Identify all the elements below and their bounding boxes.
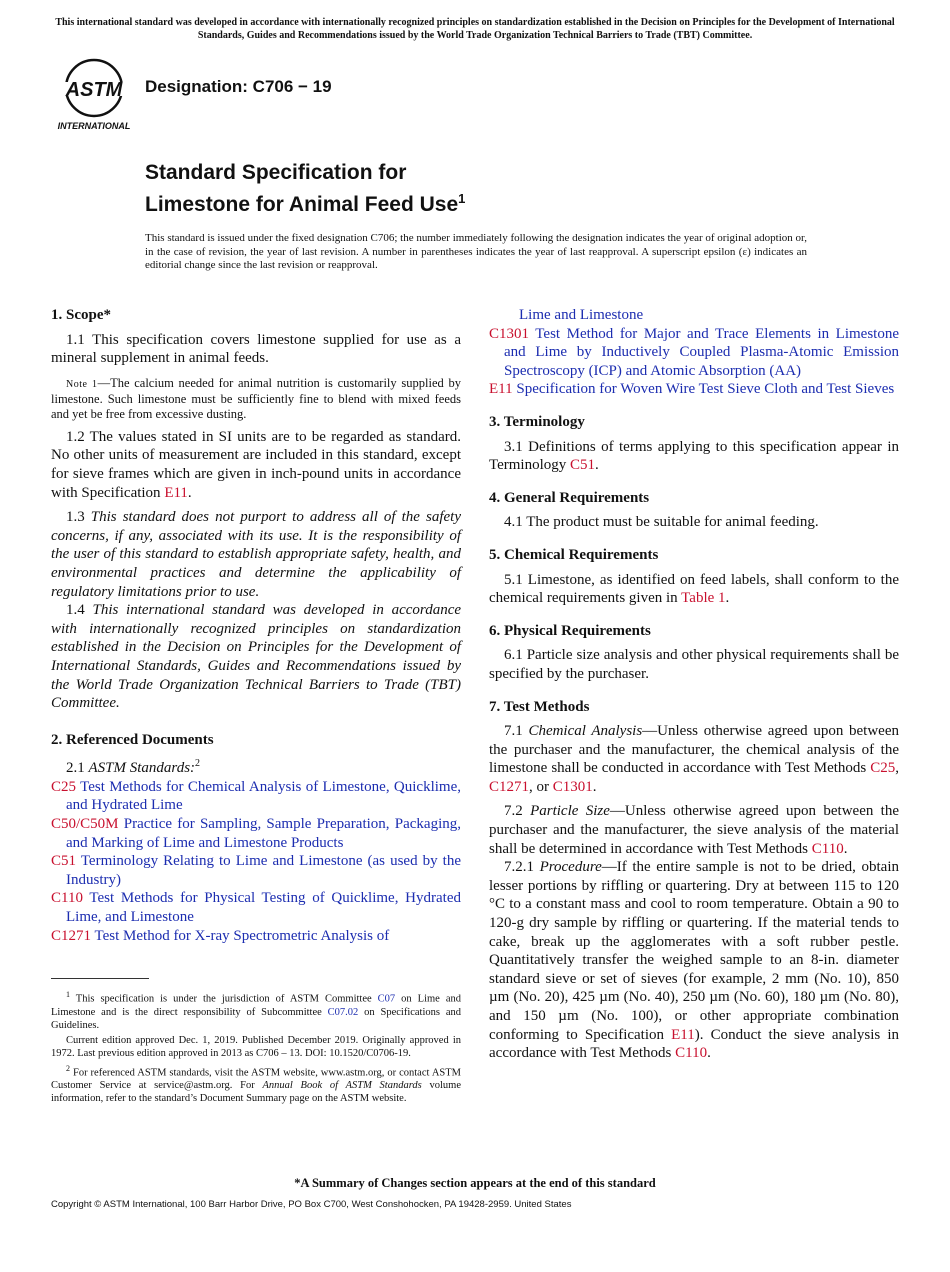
para-3-1: [489, 438, 899, 475]
para-7-2-1-text: —If the entire sample is not to be dried, obtain lesser portions by riffling or quartering. Dry at between 115 to 120 °C to a constant mass and cool to room temperature. Obtain a 90 to 120-g dry sample by riffling or quartering. If the material tends to cake, break up the agglomerates with a soft rubber pestle. Quantitatively transfer the weighed sample to an 8-in. diameter standard sieve or set of sieves (for example, 2 mm (No. 10), 850 µm (No. 20), 425 µm (No. 40), 250 µm (No. 60), 180 µm (No. 80), and 150 µm (No. 100), or other appropriate combination conforming to Specification: [489, 859, 899, 1043]
footnote-2-text-b: volume information, refer to the standard’s Document Summary page on the ASTM website.: [51, 1080, 461, 1104]
para-7-1-end: .: [592, 778, 597, 795]
note-1-label: Note 1: [66, 378, 98, 390]
para-1-1: 1.1 This specification covers limestone supplied for use as a mineral supplement in animal feeds.: [51, 331, 461, 367]
para-7-1-label: Chemical Analysis: [528, 723, 643, 740]
title-line-1: Standard Specification for: [145, 161, 407, 184]
para-1-2-text: 1.2 The values stated in SI units are to be regarded as standard. No other units of measurement are included in this standard, except for sieve frames which are given in inch-pound units in accordance with Specification: [51, 428, 461, 501]
logo-text: ASTM: [65, 79, 123, 101]
note-1: [51, 376, 461, 422]
ref-item[interactable]: [51, 852, 461, 889]
ref-item[interactable]: [51, 889, 461, 926]
para-3-1-text: 3.1 Definitions of terms applying to this specification appear in Terminology: [489, 438, 899, 474]
ref-code[interactable]: C50/C50M: [51, 816, 119, 833]
left-column: [51, 306, 461, 945]
para-5-1: [489, 571, 899, 608]
para-7-2-end: .: [843, 840, 848, 857]
footnote-1-mark: 1: [66, 990, 70, 999]
ref-title[interactable]: Specification for Woven Wire Test Sieve Cloth and Test Sieves: [516, 381, 895, 398]
link-c1301[interactable]: C1301: [552, 778, 593, 795]
astm-logo: [54, 56, 134, 132]
link-c51[interactable]: C51: [570, 457, 596, 474]
para-4-1: 4.1 The product must be suitable for animal feeding.: [504, 514, 819, 531]
scope-heading: 1. Scope*: [51, 307, 111, 323]
copyright: Copyright © ASTM International, 100 Barr Harbor Drive, PO Box C700, West Conshohocken, PA 19428-2959. United States: [51, 1199, 572, 1210]
footnote-2: [51, 1062, 461, 1106]
test-methods-heading: 7. Test Methods: [489, 698, 590, 715]
para-7-2-text: —Unless otherwise agreed upon between the purchaser and the manufacturer, the sieve analysis of the material shall be determined in accordance with Test Methods: [489, 803, 900, 857]
para-5-1-text: 5.1 Limestone, as identified on feed labels, shall conform to the chemical requirements given in: [489, 571, 899, 607]
para-6-1: 6.1 Particle size analysis and other physical requirements shall be specified by the purchaser.: [489, 647, 899, 682]
para-1-2: [51, 428, 461, 502]
para-1-3: [51, 508, 461, 601]
footnote-2-mark: 2: [66, 1063, 70, 1073]
footnote-1-text-a: This specification is under the jurisdiction of ASTM Committee: [70, 993, 378, 1005]
para-7-2-1-label: Procedure: [539, 859, 602, 876]
note-1-text: —The calcium needed for animal nutrition is customarily supplied by limestone. Such limestone must be sufficiently fine to blend with mixed feeds and yet be free from excessive dusting.: [51, 375, 461, 421]
designation: Designation: C706 − 19: [145, 77, 332, 96]
link-c110[interactable]: C110: [675, 1045, 708, 1062]
para-7-2-num: 7.2: [504, 803, 531, 820]
ref-title[interactable]: Practice for Sampling, Sample Preparation, Packaging, and Marking of Lime and Limestone Products: [66, 816, 461, 851]
general-heading: 4. General Requirements: [489, 489, 650, 506]
issued-note: This standard is issued under the fixed designation C706; the number immediately following the designation indicates the year of original adoption or, in the case of revision, the year of last revision. A number in parentheses indicates the year of last reapproval. A superscript epsilon (ε) indicates an editorial change since the last revision or reapproval.: [145, 232, 807, 271]
link-c1271[interactable]: C1271: [489, 778, 530, 795]
link-e11[interactable]: E11: [164, 484, 188, 501]
ref-item[interactable]: [489, 325, 899, 381]
title-line-2: Limestone for Animal Feed Use: [145, 193, 459, 216]
para-7-1: [489, 722, 899, 796]
footnote-1-text-c: on Specifications and Guidelines.: [51, 1006, 461, 1031]
para-7-2-1: [489, 858, 899, 1063]
title-footnote-mark: 1: [458, 191, 466, 206]
link-c25[interactable]: C25: [870, 760, 896, 777]
ref-code[interactable]: C51: [51, 853, 77, 870]
ref-title-continued[interactable]: Lime and Limestone: [519, 307, 644, 323]
ref-item[interactable]: [51, 815, 461, 852]
document-title: [145, 160, 465, 218]
link-c110[interactable]: C110: [811, 840, 844, 857]
ref-item[interactable]: [489, 380, 899, 399]
para-7-2-1-text-b: ). Conduct the sieve analysis in accordance with Test Methods: [489, 1026, 899, 1062]
para-7-1-num: 7.1: [504, 723, 529, 740]
ref-title-part-1[interactable]: Test Method for X-ray Spectrometric Analysis of: [94, 927, 390, 944]
ref-code[interactable]: C110: [51, 890, 83, 907]
right-column: [489, 306, 899, 1063]
footnote-rule: [51, 978, 149, 979]
ref-title[interactable]: Terminology Relating to Lime and Limestone (as used by the Industry): [66, 853, 462, 888]
para-2-1: [51, 755, 461, 778]
link-e11[interactable]: E11: [671, 1026, 695, 1043]
terminology-heading: 3. Terminology: [489, 413, 585, 430]
para-2-1-num: 2.1: [66, 760, 89, 777]
para-3-1-end: .: [595, 457, 599, 474]
para-2-1-sup: 2: [195, 758, 201, 770]
ref-title[interactable]: Test Methods for Chemical Analysis of Limestone, Quicklime, and Hydrated Lime: [66, 778, 461, 814]
para-1-3-text: This standard does not purport to address all of the safety concerns, if any, associated with its use. It is the responsibility of the user of this standard to establish appropriate safety, health, and environmental practices and determine the applicability of regulatory limitations prior to use.: [51, 509, 461, 600]
chemical-heading: 5. Chemical Requirements: [489, 546, 659, 563]
top-notice: This international standard was developed in accordance with internationally recognized principles on standardization established in the Decision on Principles for the Development of International Standards, Guides and Recommendations issued by the World Trade Organization Technical Barriers to Trade (TBT) Committee.: [55, 17, 895, 41]
ref-code[interactable]: C1301: [489, 325, 530, 342]
summary-of-changes-note: *A Summary of Changes section appears at the end of this standard: [294, 1176, 656, 1190]
sep: ,: [895, 760, 899, 777]
ref-item[interactable]: [51, 778, 461, 815]
para-1-4: [51, 601, 461, 713]
para-7-1-text: —Unless otherwise agreed upon between the purchaser and the manufacturer, the chemical analysis of the limestone shall be conducted in accordance with Test Methods: [489, 723, 900, 777]
link-c07[interactable]: C07: [377, 993, 396, 1005]
footnote-2-text-a: For referenced ASTM standards, visit the ASTM website, www.astm.org, or contact ASTM Customer Service at service@astm.org. For: [51, 1067, 461, 1091]
footnote-2-italic: Annual Book of ASTM Standards: [262, 1080, 422, 1091]
para-1-4-text: This international standard was developed in accordance with internationally recognized principles on standardization established in the Decision on Principles for the Development of International Standards, Guides and Recommendations issued by the World Trade Organization Technical Barriers to Trade (TBT) Committee.: [51, 602, 462, 712]
para-1-2-end: .: [187, 484, 192, 501]
ref-title[interactable]: Test Methods for Physical Testing of Quicklime, Hydrated Lime, and Limestone: [66, 890, 461, 926]
para-1-3-num: 1.3: [66, 509, 91, 526]
para-7-2-1-end: .: [707, 1045, 711, 1062]
ref-title[interactable]: Test Method for Major and Trace Elements in Limestone and Lime by Inductively Coupled Plasma-Atomic Emission Spectroscopy (ICP) and Atomic Absorption (AA): [504, 325, 899, 379]
para-7-2-1-num: 7.2.1: [504, 859, 540, 876]
para-2-1-label: ASTM Standards:: [88, 760, 196, 777]
sep: , or: [529, 778, 553, 795]
footnote-1-text-b: on Lime and Limestone and is the direct responsibility of Subcommittee: [51, 993, 461, 1018]
footnote-1: [51, 988, 461, 1032]
logo-subtext: INTERNATIONAL: [57, 121, 131, 131]
ref-code[interactable]: E11: [489, 381, 513, 398]
para-7-2-label: Particle Size: [530, 803, 610, 820]
link-c07-02[interactable]: C07.02: [327, 1006, 359, 1018]
footnotes: [51, 988, 461, 1107]
physical-heading: 6. Physical Requirements: [489, 622, 651, 639]
para-1-4-num: 1.4: [66, 602, 93, 619]
footnote-edition: Current edition approved Dec. 1, 2019. Published December 2019. Originally approved in 1972. Last previous edition approved in 2013 as C706 – 13. DOI: 10.1520/C0706-19.: [51, 1034, 461, 1059]
ref-code[interactable]: C25: [51, 778, 77, 795]
ref-title-part-2[interactable]: [489, 306, 899, 325]
link-table-1[interactable]: Table 1: [681, 590, 726, 607]
para-5-1-end: .: [725, 590, 730, 607]
para-7-2: [489, 802, 899, 858]
referenced-heading: 2. Referenced Documents: [51, 731, 214, 748]
ref-item-split[interactable]: [51, 927, 461, 946]
ref-code[interactable]: C1271: [51, 927, 92, 944]
